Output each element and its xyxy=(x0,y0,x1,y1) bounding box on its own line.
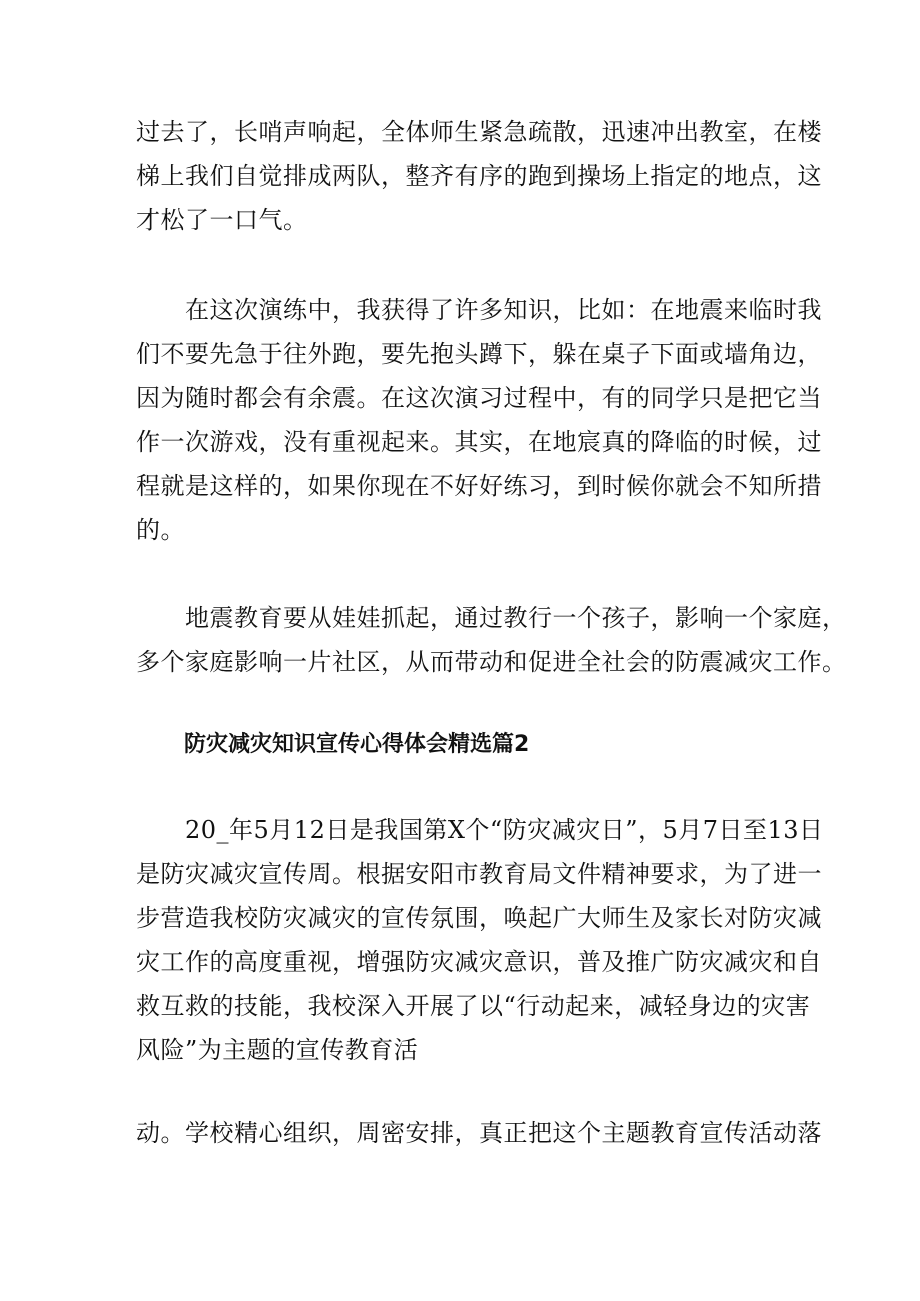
text-line: 梯上我们自觉排成两队，整齐有序的跑到操场上指定的地点，这 xyxy=(136,162,822,190)
text-line: 风险”为主题的宣传教育活 xyxy=(136,1036,419,1064)
section-heading: 防灾减灾知识宣传心得体会精选篇2 xyxy=(184,732,530,757)
text-line: 程就是这样的，如果你现在不好好练习，到时候你就会不知所措 xyxy=(136,472,822,500)
text-line: 作一次游戏，没有重视起来。其实，在地宸真的降临的时候，过 xyxy=(136,428,822,456)
paragraph-disaster-week xyxy=(136,808,824,1072)
text-line: 是防灾减灾宣传周。根据安阳市教育局文件精神要求，为了进一 xyxy=(136,860,822,888)
text-line: 20_年5月12日是我国第X个“防灾减灾日”，5月7日至13日 xyxy=(136,816,824,844)
paragraph-evacuation xyxy=(136,110,822,242)
text-line: 过去了，长哨声响起，全体师生紧急疏散，迅速冲出教室，在楼 xyxy=(136,118,822,146)
text-line: 们不要先急于往外跑，要先抱头蹲下，躲在桌子下面或墙角边， xyxy=(136,340,822,368)
text-line: 因为随时都会有余震。在这次演习过程中，有的同学只是把它当 xyxy=(136,384,822,412)
text-line: 的。 xyxy=(136,516,185,544)
paragraph-school-activity xyxy=(136,1111,822,1155)
text-line: 在这次演练中，我获得了许多知识，比如：在地震来临时我 xyxy=(136,296,822,324)
text-line: 多个家庭影响一片社区，从而带动和促进全社会的防震减灾工作。 xyxy=(136,648,847,676)
text-line: 救互救的技能，我校深入开展了以“行动起来，减轻身边的灾害 xyxy=(136,992,811,1020)
paragraph-drill-knowledge xyxy=(136,288,822,552)
text-line: 灾工作的高度重视，增强防灾减灾意识，普及推广防灾减灾和自 xyxy=(136,948,822,976)
text-line: 地震教育要从娃娃抓起，通过教行一个孩子，影响一个家庭， xyxy=(136,604,847,632)
text-line: 步营造我校防灾减灾的宣传氛围，唤起广大师生及家长对防灾减 xyxy=(136,904,822,932)
paragraph-earthquake-education xyxy=(136,596,847,684)
text-line: 动。学校精心组织，周密安排，真正把这个主题教育宣传活动落 xyxy=(136,1119,822,1147)
text-line: 才松了一口气。 xyxy=(136,206,308,234)
